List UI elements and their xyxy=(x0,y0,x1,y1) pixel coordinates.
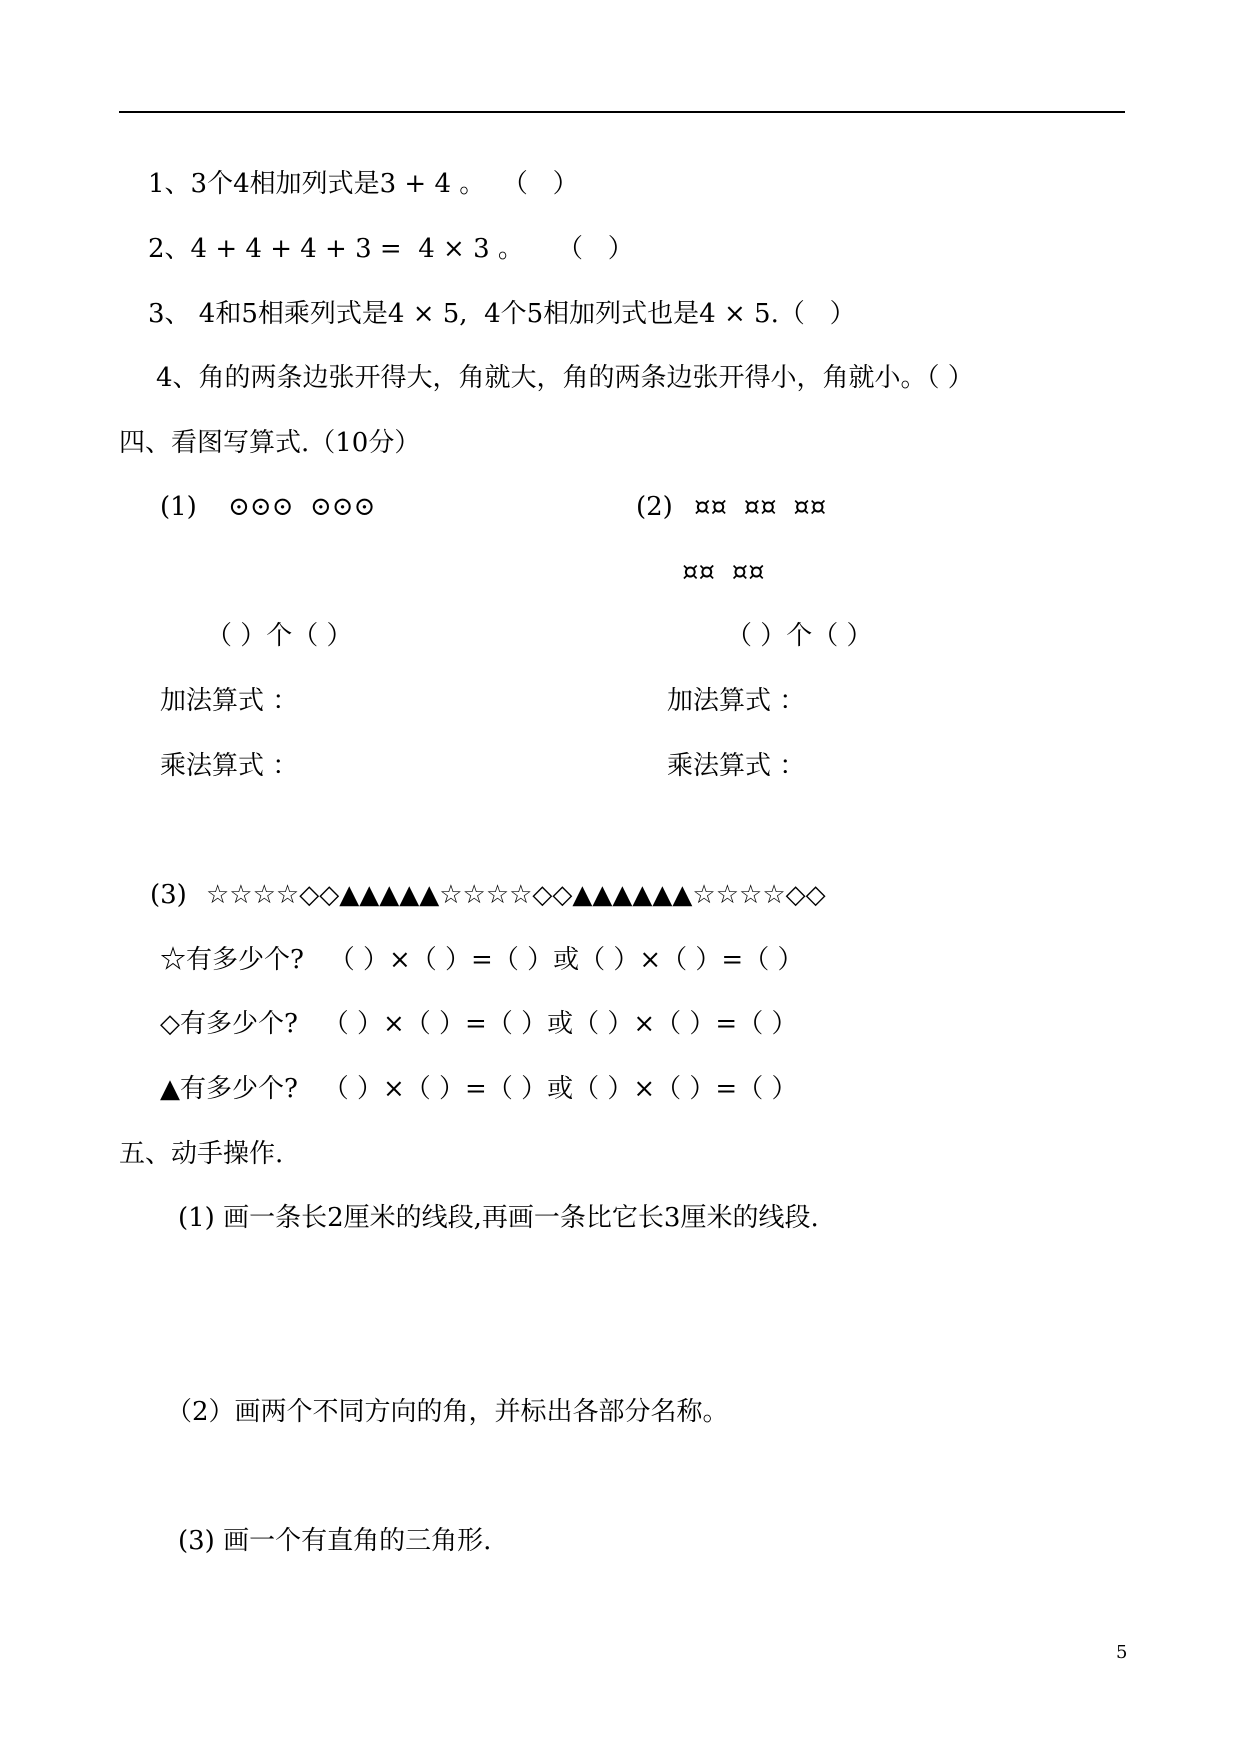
header-rule xyxy=(119,111,1125,113)
problem2-shapes-row2: ¤¤ ¤¤ xyxy=(682,557,765,587)
task-3: (3) 画一个有直角的三角形. xyxy=(178,1526,492,1556)
problem2-blank: （ ）个（ ） xyxy=(726,621,873,651)
judge-q2: 2、4 + 4 + 4 + 3 = 4 × 3 。 （ ） xyxy=(148,234,634,264)
problem3-row-triangles: ▲有多少个? （ ）×（ ）=（ ）或（ ）×（ ）=（ ） xyxy=(160,1074,798,1104)
section4-title: 四、看图写算式.（10分） xyxy=(119,428,421,458)
problem3-row-stars: ☆有多少个? （ ）×（ ）=（ ）或（ ）×（ ）=（ ） xyxy=(160,945,804,975)
problem2-shapes-row1: ¤¤ ¤¤ ¤¤ xyxy=(694,492,827,522)
task-1: (1) 画一条长2厘米的线段,再画一条比它长3厘米的线段. xyxy=(178,1203,819,1233)
problem1-label: (1) xyxy=(160,492,197,522)
problem2-label: (2) xyxy=(636,492,673,522)
problem3-label: (3) xyxy=(150,880,187,910)
section5-title: 五、动手操作. xyxy=(119,1139,284,1169)
task-2: （2）画两个不同方向的角，并标出各部分名称。 xyxy=(166,1397,729,1427)
problem1-addition: 加法算式 ： xyxy=(160,686,299,716)
problem3-shapes: ☆☆☆☆◇◇▲▲▲▲▲☆☆☆☆◇◇▲▲▲▲▲▲☆☆☆☆◇◇ xyxy=(206,880,826,910)
judge-q1: 1、3个4相加列式是3 + 4 。 （ ） xyxy=(148,169,579,199)
judge-q4: 4、角的两条边张开得大，角就大，角的两条边张开得小，角就小。（ ） xyxy=(156,363,974,393)
page-number: 5 xyxy=(1116,1642,1128,1663)
judge-q3: 3、 4和5相乘列式是4 × 5, 4个5相加列式也是4 × 5.（ ） xyxy=(148,299,856,329)
problem1-shapes: ⊙⊙⊙ ⊙⊙⊙ xyxy=(228,492,376,522)
problem1-multiplication: 乘法算式 ： xyxy=(160,751,299,781)
problem3-row-diamonds: ◇有多少个? （ ）×（ ）=（ ）或（ ）×（ ）=（ ） xyxy=(160,1009,798,1039)
problem2-addition: 加法算式 ： xyxy=(667,686,806,716)
problem2-multiplication: 乘法算式 ： xyxy=(667,751,806,781)
problem1-blank: （ ）个（ ） xyxy=(206,621,353,651)
